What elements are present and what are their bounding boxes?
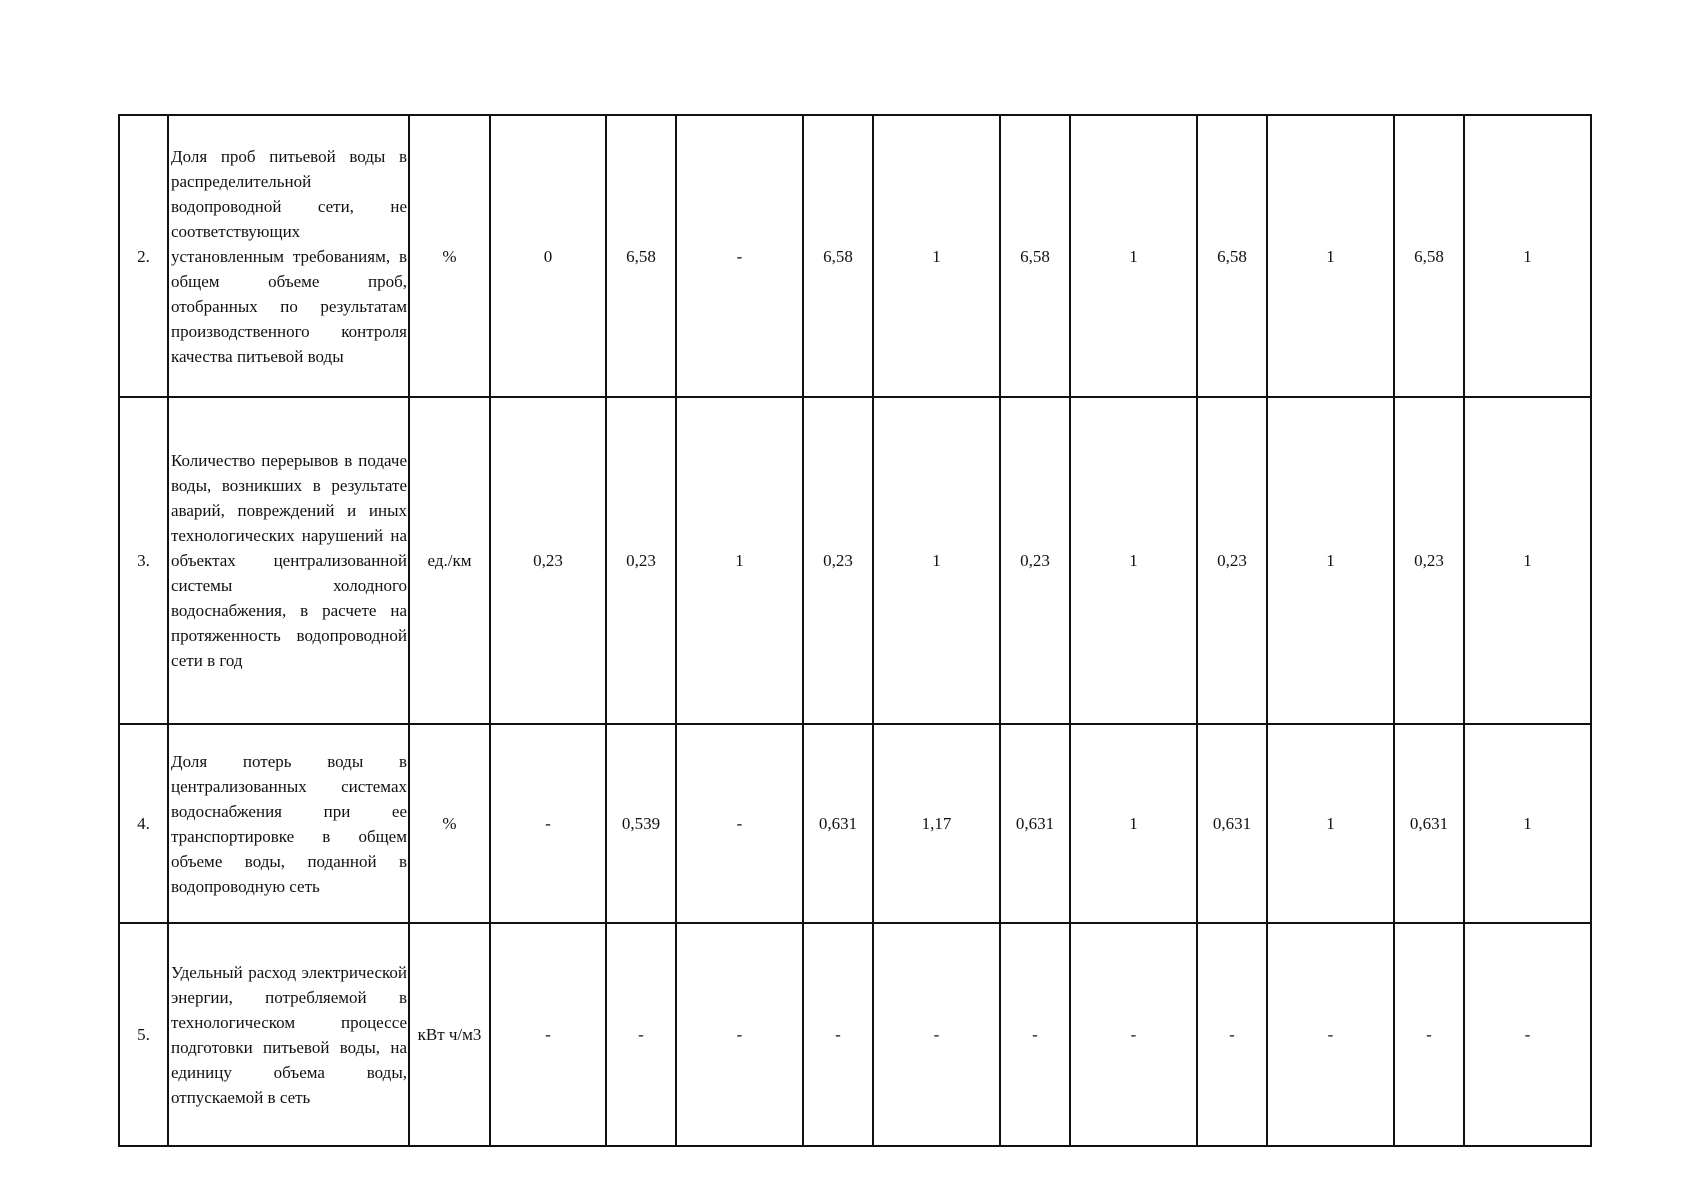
value-cell: 6,58: [1000, 115, 1070, 397]
value-cell: 1: [1070, 724, 1197, 923]
value-cell: 1: [1070, 397, 1197, 724]
unit-cell: %: [409, 724, 490, 923]
indicator-description: Удельный расход электрической энергии, потребляемой в технологическом процессе подготовки питьевой воды, на единицу объема воды, отпускаемой в сеть: [168, 923, 409, 1146]
value-cell: 1: [873, 115, 1000, 397]
table-row: [119, 923, 1591, 1146]
value-cell: 0,23: [490, 397, 606, 724]
value-cell: -: [490, 923, 606, 1146]
value-cell: 1: [1464, 724, 1591, 923]
value-cell: 0: [490, 115, 606, 397]
value-cell: 0,23: [1394, 397, 1464, 724]
indicator-description: Количество перерывов в подаче воды, возникших в результате аварий, повреждений и иных технологических нарушений на объектах централизованной системы холодного водоснабжения, в расчете на протяженность водопроводной сети в год: [168, 397, 409, 724]
value-cell: -: [1197, 923, 1267, 1146]
value-cell: 1,17: [873, 724, 1000, 923]
value-cell: -: [606, 923, 676, 1146]
value-cell: 0,631: [803, 724, 873, 923]
indicators-table: [118, 114, 1592, 1147]
table-row: [119, 115, 1591, 397]
value-cell: 0,23: [606, 397, 676, 724]
value-cell: -: [1267, 923, 1394, 1146]
value-cell: -: [1394, 923, 1464, 1146]
value-cell: 1: [1267, 397, 1394, 724]
value-cell: -: [1070, 923, 1197, 1146]
value-cell: -: [1000, 923, 1070, 1146]
value-cell: 0,23: [1197, 397, 1267, 724]
unit-cell: %: [409, 115, 490, 397]
value-cell: 1: [1267, 724, 1394, 923]
value-cell: 0,631: [1394, 724, 1464, 923]
row-number: 5.: [119, 923, 168, 1146]
value-cell: 1: [873, 397, 1000, 724]
value-cell: 6,58: [1197, 115, 1267, 397]
unit-cell: кВт ч/м3: [409, 923, 490, 1146]
unit-cell: ед./км: [409, 397, 490, 724]
value-cell: -: [803, 923, 873, 1146]
value-cell: 6,58: [606, 115, 676, 397]
row-number: 2.: [119, 115, 168, 397]
value-cell: 0,631: [1000, 724, 1070, 923]
indicator-description: Доля потерь воды в централизованных системах водоснабжения при ее транспортировке в общем объеме воды, поданной в водопроводную сеть: [168, 724, 409, 923]
table-row: [119, 397, 1591, 724]
value-cell: -: [676, 923, 803, 1146]
value-cell: 0,23: [803, 397, 873, 724]
value-cell: 1: [1464, 115, 1591, 397]
row-number: 3.: [119, 397, 168, 724]
value-cell: -: [1464, 923, 1591, 1146]
value-cell: 1: [676, 397, 803, 724]
value-cell: -: [490, 724, 606, 923]
value-cell: 1: [1464, 397, 1591, 724]
value-cell: -: [676, 724, 803, 923]
value-cell: -: [676, 115, 803, 397]
value-cell: 1: [1070, 115, 1197, 397]
table-row: [119, 724, 1591, 923]
value-cell: 0,23: [1000, 397, 1070, 724]
indicator-description: Доля проб питьевой воды в распределительной водопроводной сети, не соответствующих установленным требованиям, в общем объеме проб, отобранных по результатам производственного контроля качества питьевой воды: [168, 115, 409, 397]
row-number: 4.: [119, 724, 168, 923]
value-cell: 0,631: [1197, 724, 1267, 923]
value-cell: 6,58: [803, 115, 873, 397]
value-cell: 1: [1267, 115, 1394, 397]
value-cell: 0,539: [606, 724, 676, 923]
value-cell: 6,58: [1394, 115, 1464, 397]
value-cell: -: [873, 923, 1000, 1146]
